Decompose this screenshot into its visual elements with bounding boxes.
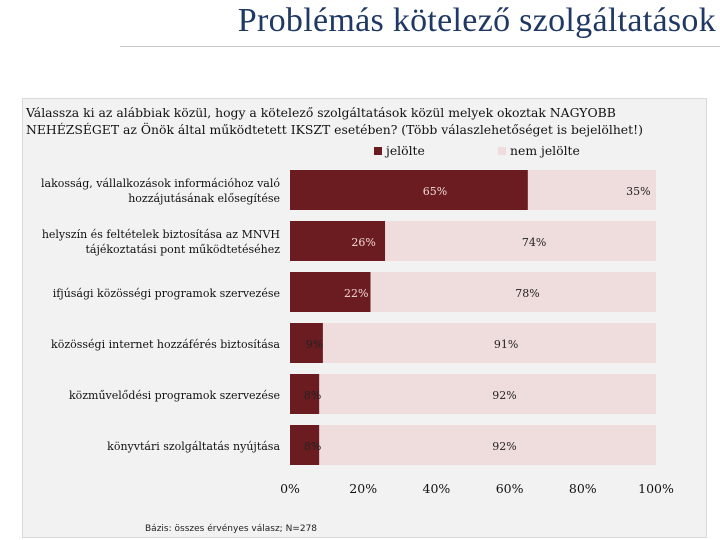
category-label-3: közösségi internet hozzáférés biztosítása — [51, 338, 280, 351]
x-tick-label-1: 20% — [349, 481, 378, 496]
data-label-selected-2: 22% — [344, 287, 369, 300]
data-label-selected-0: 65% — [422, 185, 448, 198]
legend-label-not-selected: nem jelölte — [510, 143, 580, 158]
bar-not-selected-5 — [319, 425, 656, 465]
bar-not-selected-1 — [385, 221, 656, 261]
x-tick-label-4: 80% — [568, 481, 597, 496]
x-tick-label-2: 40% — [422, 481, 451, 496]
data-label-selected-5: 8% — [303, 440, 322, 453]
data-label-not-selected-0: 35% — [626, 185, 651, 198]
data-label-not-selected-5: 92% — [492, 440, 517, 453]
category-label-1: helyszín és feltételek biztosítása az MNVH tájékoztatási pont működtetéséhez — [41, 228, 280, 256]
data-label-not-selected-2: 78% — [515, 287, 540, 300]
data-label-not-selected-1: 74% — [521, 236, 547, 249]
category-label-2: ifjúsági közösségi programok szervezése — [52, 287, 280, 300]
page-title: Problémás kötelező szolgáltatások — [237, 2, 716, 39]
x-tick-label-5: 100% — [638, 481, 674, 496]
data-label-selected-4: 8% — [303, 389, 322, 402]
data-label-selected-3: 9% — [305, 338, 324, 351]
bar-not-selected-4 — [319, 374, 656, 414]
bar-not-selected-3 — [323, 323, 656, 363]
data-label-not-selected-3: 91% — [493, 338, 519, 351]
base-note: Bázis: összes érvényes válasz; N=278 — [145, 524, 318, 534]
category-label-5: könyvtári szolgáltatás nyújtása — [107, 440, 280, 453]
data-label-not-selected-4: 92% — [492, 389, 517, 402]
x-tick-label-3: 60% — [495, 481, 524, 496]
category-label-0: lakosság, vállalkozások információhoz való hozzájutásának elősegítése — [41, 177, 280, 205]
category-label-4: közművelődési programok szervezése — [68, 389, 280, 402]
legend-label-selected: jelölte — [386, 143, 425, 158]
x-tick-label-0: 0% — [280, 481, 300, 496]
survey-question: Válassza ki az alábbiak közül, hogy a kötelező szolgáltatások közül melyek okoztak NAGYOBB NEHÉZSÉGET az Önök által működtetett IKSZT esetében? (Több válaszlehetőséget is bejelölhet!) — [26, 105, 643, 137]
bar-selected-0 — [290, 170, 528, 210]
bar-not-selected-2 — [371, 272, 656, 312]
data-label-selected-1: 26% — [351, 236, 376, 249]
